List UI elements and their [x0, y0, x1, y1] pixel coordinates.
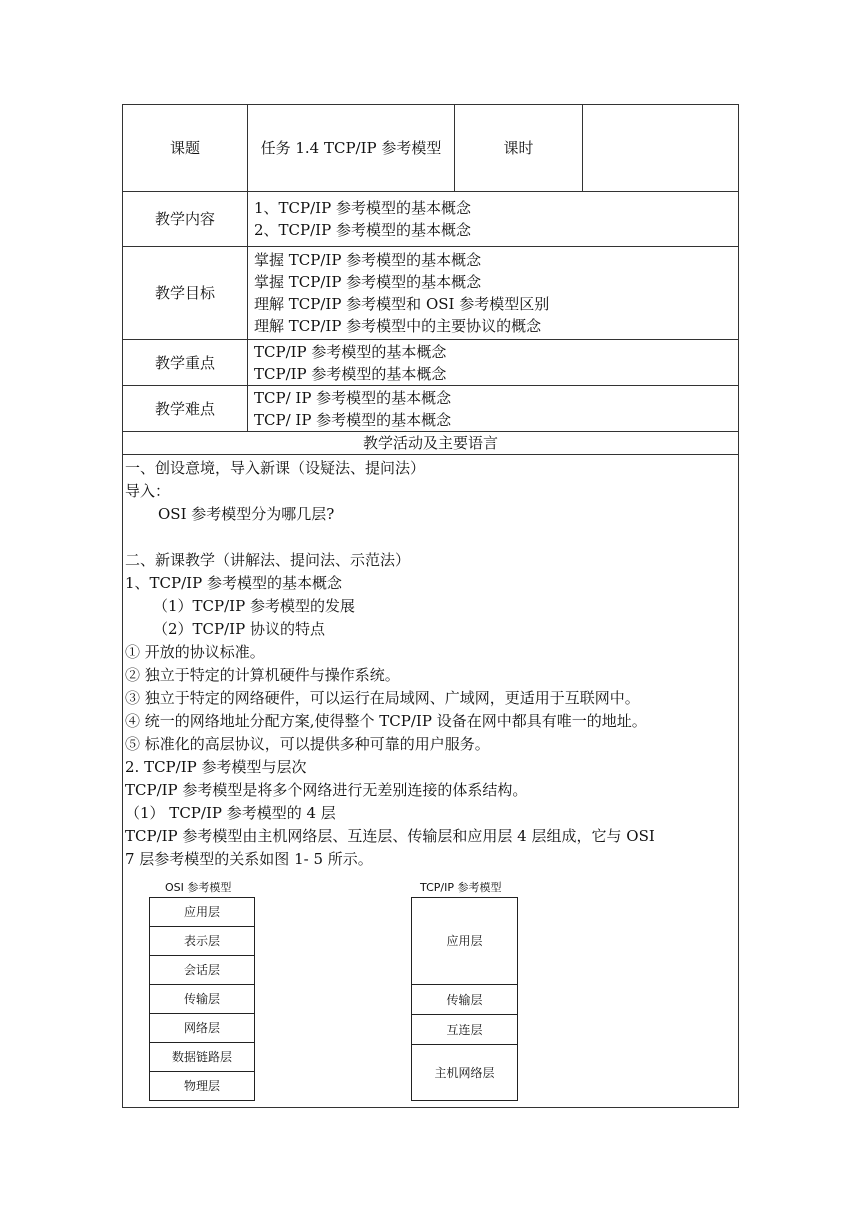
lesson-plan-page — [122, 104, 738, 1108]
activity-cell — [123, 455, 739, 1108]
activity-header: 教学活动及主要语言 — [123, 432, 739, 455]
activity-line: TCP/IP 参考模型由主机网络层、互连层、传输层和应用层 4 层组成，它与 OSI — [125, 827, 655, 845]
hours-value — [583, 105, 739, 192]
activity-line: 7 层参考模型的关系如图 1- 5 所示。 — [125, 850, 373, 868]
tcpip-model-title: TCP/IP 参考模型 — [420, 881, 502, 894]
tcpip-layer: 传输层 — [411, 984, 518, 1015]
blank-line — [125, 526, 738, 549]
feature-item: ① 开放的协议标准。 — [125, 643, 265, 661]
objective-line: 理解 TCP/IP 参考模型和 OSI 参考模型区别 — [254, 295, 550, 313]
osi-tcpip-comparison-diagram — [125, 877, 738, 1107]
difficulty-line: TCP/ IP 参考模型的基本概念 — [254, 388, 452, 407]
topic-value-text: 任务 1.4 TCP/IP 参考模型 — [260, 139, 442, 157]
topic-value — [248, 105, 455, 192]
subsection-heading: 2. TCP/IP 参考模型与层次 — [125, 758, 307, 776]
key-label: 教学重点 — [123, 340, 248, 386]
tcpip-layer: 互连层 — [411, 1014, 518, 1045]
key-line: TCP/IP 参考模型的基本概念 — [254, 342, 447, 361]
content-line: 1、TCP/IP 参考模型的基本概念 — [254, 199, 471, 217]
osi-layer: 应用层 — [149, 897, 255, 927]
activity-line: （1）TCP/IP 参考模型的发展 — [153, 597, 355, 615]
osi-layer: 传输层 — [149, 984, 255, 1014]
osi-layer: 网络层 — [149, 1013, 255, 1043]
osi-layer: 物理层 — [149, 1071, 255, 1101]
key-line: TCP/IP 参考模型的基本概念 — [254, 364, 447, 383]
objective-line: 理解 TCP/IP 参考模型中的主要协议的概念 — [254, 317, 542, 335]
section-heading: 二、新课教学（讲解法、提问法、示范法） — [125, 551, 411, 569]
feature-item: ② 独立于特定的计算机硬件与操作系统。 — [125, 666, 400, 684]
difficulty-line: TCP/ IP 参考模型的基本概念 — [254, 410, 452, 429]
content-line: 2、TCP/IP 参考模型的基本概念 — [254, 221, 471, 239]
feature-item: ③ 独立于特定的网络硬件，可以运行在局域网、广域网，更适用于互联网中。 — [125, 689, 640, 707]
question-line: OSI 参考模型分为哪几层? — [158, 505, 335, 523]
hours-label: 课时 — [455, 105, 583, 192]
objective-cell — [248, 247, 739, 340]
content-cell — [248, 192, 739, 247]
activity-line: TCP/IP 参考模型是将多个网络进行无差别连接的体系结构。 — [125, 781, 528, 799]
content-label: 教学内容 — [123, 192, 248, 247]
osi-model-title: OSI 参考模型 — [165, 881, 232, 894]
activity-line: （1） TCP/IP 参考模型的 4 层 — [125, 804, 336, 822]
topic-label: 课题 — [123, 105, 248, 192]
osi-layer: 表示层 — [149, 926, 255, 956]
section-heading: 一、创设意境，导入新课（设疑法、提问法） — [125, 459, 426, 477]
difficulty-cell — [248, 386, 739, 432]
activity-line: （2）TCP/IP 协议的特点 — [153, 620, 325, 638]
tcpip-layer: 主机网络层 — [411, 1044, 518, 1101]
key-cell — [248, 340, 739, 386]
objective-label: 教学目标 — [123, 247, 248, 340]
objective-line: 掌握 TCP/IP 参考模型的基本概念 — [254, 273, 482, 291]
osi-layer: 会话层 — [149, 955, 255, 985]
feature-item: ④ 统一的网络地址分配方案,使得整个 TCP/IP 设备在网中都具有唯一的地址。 — [125, 712, 647, 730]
feature-item: ⑤ 标准化的高层协议，可以提供多种可靠的用户服务。 — [125, 735, 490, 753]
activity-line: 导入： — [125, 482, 171, 500]
objective-line: 掌握 TCP/IP 参考模型的基本概念 — [254, 251, 482, 269]
lesson-plan-table — [122, 104, 739, 1108]
difficulty-label: 教学难点 — [123, 386, 248, 432]
osi-layer: 数据链路层 — [149, 1042, 255, 1072]
tcpip-layer: 应用层 — [411, 897, 518, 985]
subsection-heading: 1、TCP/IP 参考模型的基本概念 — [125, 574, 342, 592]
